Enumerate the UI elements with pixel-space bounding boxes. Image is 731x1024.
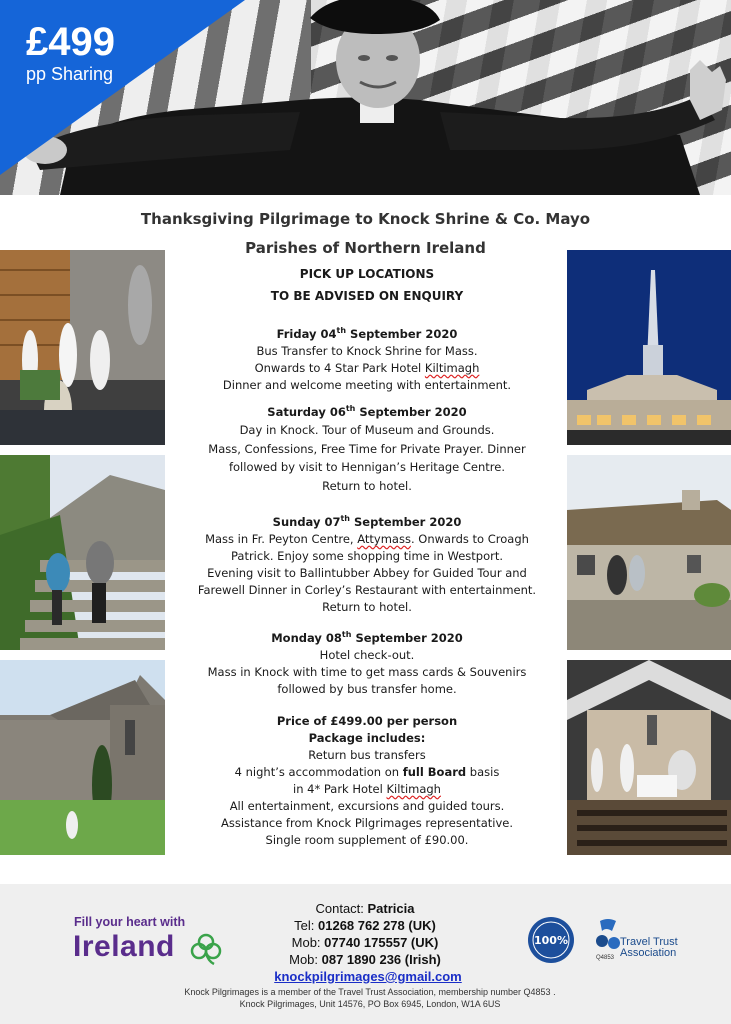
day-heading: Friday 04th September 2020 (276, 326, 458, 341)
price-sharing: pp Sharing (26, 64, 114, 84)
travel-trust-label: Travel Trust Association (620, 936, 678, 959)
package-item: in 4* Park Hotel Kiltimagh (293, 782, 441, 796)
package-item: Return bus transfers (308, 748, 426, 762)
shamrock-icon (190, 933, 222, 965)
day-sunday (168, 510, 566, 616)
contact-tel: Tel: 01268 762 278 (UK) (294, 918, 436, 933)
price-badge (26, 20, 115, 84)
pickup-line-2: TO BE ADVISED ON ENQUIRY (270, 289, 464, 303)
day-line: Return to hotel. (322, 478, 412, 493)
day-line: Bus Transfer to Knock Shrine for Mass. (256, 343, 478, 358)
day-heading: Monday 08th September 2020 (271, 630, 463, 645)
day-line: Onwards to 4 Star Park Hotel Kiltimagh (254, 360, 480, 375)
day-line: Mass in Knock with time to get mass cards & Souvenirs (207, 664, 527, 679)
pickup-line-1: PICK UP LOCATIONS (299, 267, 435, 281)
contact-mob-irish: Mob: 087 1890 236 (Irish) (289, 952, 441, 967)
day-line: Dinner and welcome meeting with entertainment. (222, 377, 512, 392)
day-line: Farewell Dinner in Corley’s Restaurant with entertainment. (197, 582, 537, 597)
day-heading: Saturday 06th September 2020 (267, 404, 467, 419)
day-line: Day in Knock. Tour of Museum and Grounds. (239, 423, 495, 438)
day-line: Mass in Fr. Peyton Centre, Attymass. Onwards to Croagh (205, 531, 529, 546)
day-line: Return to hotel. (322, 599, 412, 614)
photo-ballintubber-abbey (0, 660, 165, 855)
package-item: All entertainment, excursions and guided tours. (229, 799, 505, 813)
contact-block (250, 900, 480, 968)
package-item: Assistance from Knock Pilgrimages representative. (221, 816, 513, 830)
package-includes-heading: Package includes: (308, 731, 426, 745)
package-block (168, 713, 566, 849)
photo-apparition-chapel-interior (567, 660, 731, 855)
page-subtitle: Parishes of Northern Ireland (245, 239, 486, 257)
day-line: Patrick. Enjoy some shopping time in Westport. (230, 548, 504, 563)
day-saturday (168, 400, 566, 495)
day-line: followed by visit to Hennigan’s Heritage Centre. (228, 460, 506, 475)
membership-note: Knock Pilgrimages is a member of the Travel Trust Association, membership number Q4853 . Knock Pilgrimages, Unit 14576, PO Box 6945, London, W1A 6US (184, 987, 556, 1009)
day-heading: Sunday 07th September 2020 (272, 514, 462, 529)
travel-trust-code: Q4853 (596, 955, 615, 961)
package-item: 4 night’s accommodation on full Board basis (234, 765, 500, 779)
email-link[interactable]: knockpilgrimages@gmail.com (274, 969, 462, 984)
travel-trust-icon (594, 917, 622, 953)
day-friday (168, 322, 566, 394)
hero-banner (0, 0, 731, 195)
ireland-logo-word: Ireland (73, 930, 175, 963)
contact-person: Contact: Patricia (315, 901, 415, 916)
package-price: Price of £499.00 per person (276, 714, 458, 728)
day-line: followed by bus transfer home. (277, 681, 457, 696)
contact-mob-uk: Mob: 07740 175557 (UK) (291, 935, 439, 950)
day-line: Mass, Confessions, Free Time for Private Prayer. Dinner (208, 441, 526, 456)
package-item: Single room supplement of £90.00. (265, 833, 469, 847)
day-line: Evening visit to Ballintubber Abbey for Guided Tour and (207, 565, 527, 580)
svg-text:100%: 100% (534, 934, 568, 947)
photo-thatched-cottage (567, 455, 731, 650)
price-amount: £499 (26, 20, 115, 64)
day-line: Hotel check-out. (319, 647, 415, 662)
photo-knock-apparition-gable (0, 250, 165, 445)
photo-knock-basilica-night (567, 250, 731, 445)
day-monday (168, 626, 566, 698)
pickup-block (168, 266, 566, 305)
ireland-logo-tagline: Fill your heart with (74, 915, 186, 929)
guarantee-seal-icon (527, 916, 575, 964)
page-title: Thanksgiving Pilgrimage to Knock Shrine & Co. Mayo (140, 210, 591, 228)
photo-croagh-patrick-climbers (0, 455, 165, 650)
